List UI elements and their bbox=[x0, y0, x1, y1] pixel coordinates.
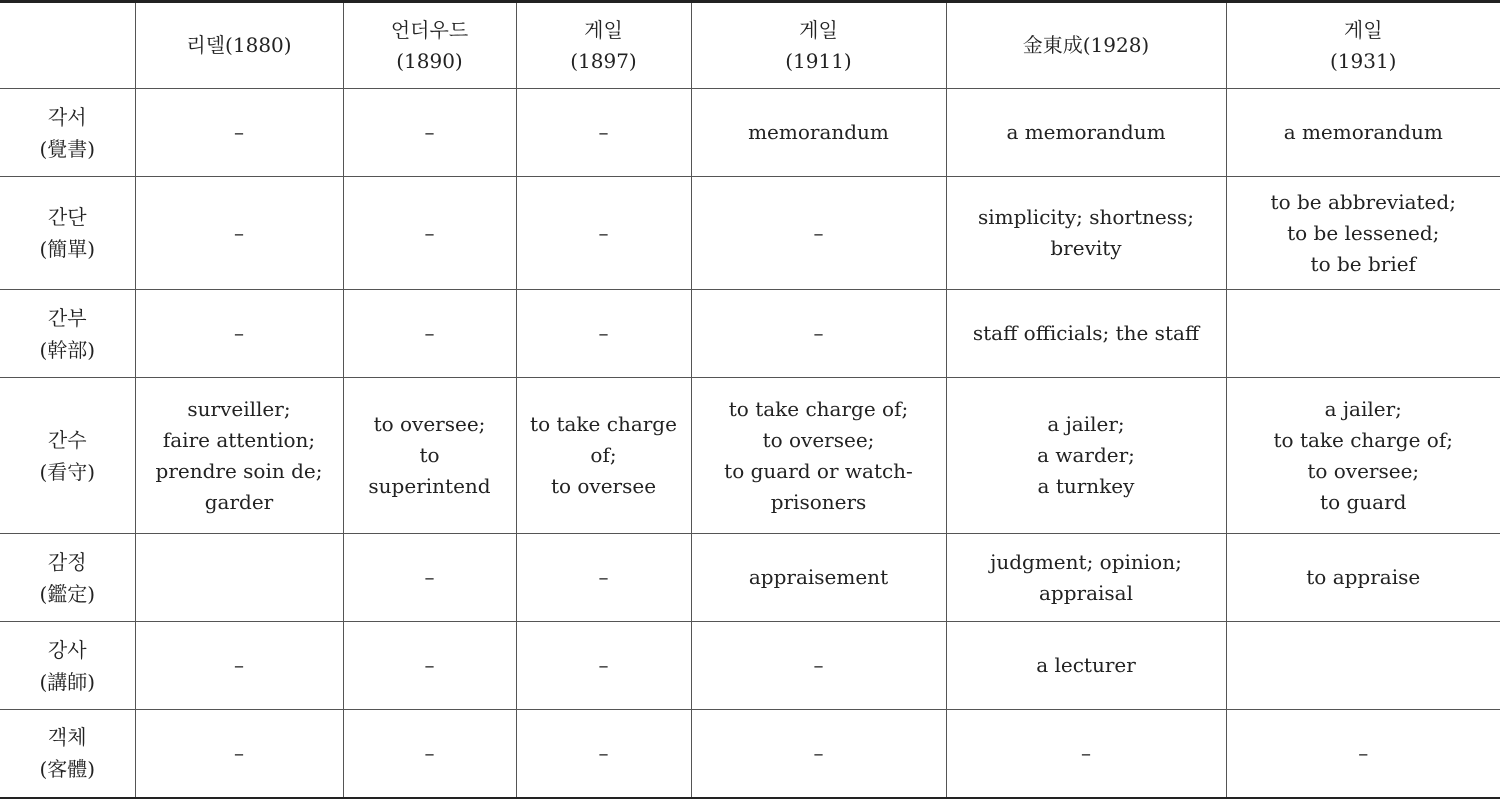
table-cell: memorandum bbox=[691, 89, 946, 177]
table-cell bbox=[135, 534, 343, 622]
table-cell: staff officials; the staff bbox=[946, 290, 1226, 378]
table-cell: appraisement bbox=[691, 534, 946, 622]
table-cell: – bbox=[343, 622, 516, 710]
table-cell: – bbox=[691, 710, 946, 798]
table-cell: – bbox=[516, 177, 691, 290]
table-row bbox=[0, 534, 1500, 622]
table-cell: – bbox=[343, 290, 516, 378]
table-row bbox=[0, 622, 1500, 710]
table-cell: – bbox=[343, 177, 516, 290]
header-row bbox=[0, 2, 1500, 89]
table-cell: – bbox=[691, 622, 946, 710]
table-cell: – bbox=[516, 534, 691, 622]
header-kim-dongseong-1928: 金東成(1928) bbox=[946, 2, 1226, 89]
row-term: 감정 (鑑定) bbox=[0, 534, 135, 622]
table-cell: – bbox=[516, 89, 691, 177]
row-term: 간부 (幹部) bbox=[0, 290, 135, 378]
table-cell: – bbox=[135, 177, 343, 290]
table-cell bbox=[1226, 622, 1500, 710]
row-term: 간수 (看守) bbox=[0, 378, 135, 534]
table-row bbox=[0, 378, 1500, 534]
table-cell: – bbox=[135, 290, 343, 378]
table-cell: – bbox=[516, 290, 691, 378]
table-cell: – bbox=[135, 622, 343, 710]
table-row bbox=[0, 177, 1500, 290]
header-gale-1931: 게일 (1931) bbox=[1226, 2, 1500, 89]
table-cell: to appraise bbox=[1226, 534, 1500, 622]
row-term: 강사 (講師) bbox=[0, 622, 135, 710]
table-cell: a jailer; a warder; a turnkey bbox=[946, 378, 1226, 534]
table-cell: – bbox=[516, 710, 691, 798]
table-cell: – bbox=[1226, 710, 1500, 798]
header-ridel-1880: 리델(1880) bbox=[135, 2, 343, 89]
table-cell: – bbox=[343, 710, 516, 798]
table-cell: – bbox=[135, 710, 343, 798]
table-cell: to be abbreviated; to be lessened; to be brief bbox=[1226, 177, 1500, 290]
table-cell: to oversee; to superintend bbox=[343, 378, 516, 534]
table-cell: – bbox=[691, 177, 946, 290]
row-term: 각서 (覺書) bbox=[0, 89, 135, 177]
table-cell bbox=[1226, 290, 1500, 378]
row-term: 객체 (客體) bbox=[0, 710, 135, 798]
table-row bbox=[0, 710, 1500, 798]
table-cell: a memorandum bbox=[1226, 89, 1500, 177]
table-cell: – bbox=[343, 89, 516, 177]
table-cell: surveiller; faire attention; prendre soin de; garder bbox=[135, 378, 343, 534]
header-gale-1911: 게일 (1911) bbox=[691, 2, 946, 89]
table-cell: – bbox=[691, 290, 946, 378]
table-cell: to take charge of; to oversee bbox=[516, 378, 691, 534]
table-cell: – bbox=[516, 622, 691, 710]
table-cell: simplicity; shortness; brevity bbox=[946, 177, 1226, 290]
table-cell: to take charge of; to oversee; to guard or watch- prisoners bbox=[691, 378, 946, 534]
table-cell: – bbox=[343, 534, 516, 622]
header-underwood-1890: 언더우드 (1890) bbox=[343, 2, 516, 89]
table-cell: a memorandum bbox=[946, 89, 1226, 177]
header-gale-1897: 게일 (1897) bbox=[516, 2, 691, 89]
table-cell: judgment; opinion; appraisal bbox=[946, 534, 1226, 622]
table-cell: a jailer; to take charge of; to oversee; to guard bbox=[1226, 378, 1500, 534]
table-cell: – bbox=[135, 89, 343, 177]
table-row bbox=[0, 89, 1500, 177]
header-corner-cell bbox=[0, 2, 135, 89]
table-cell: – bbox=[946, 710, 1226, 798]
table-cell: a lecturer bbox=[946, 622, 1226, 710]
table-row bbox=[0, 290, 1500, 378]
row-term: 간단 (簡單) bbox=[0, 177, 135, 290]
